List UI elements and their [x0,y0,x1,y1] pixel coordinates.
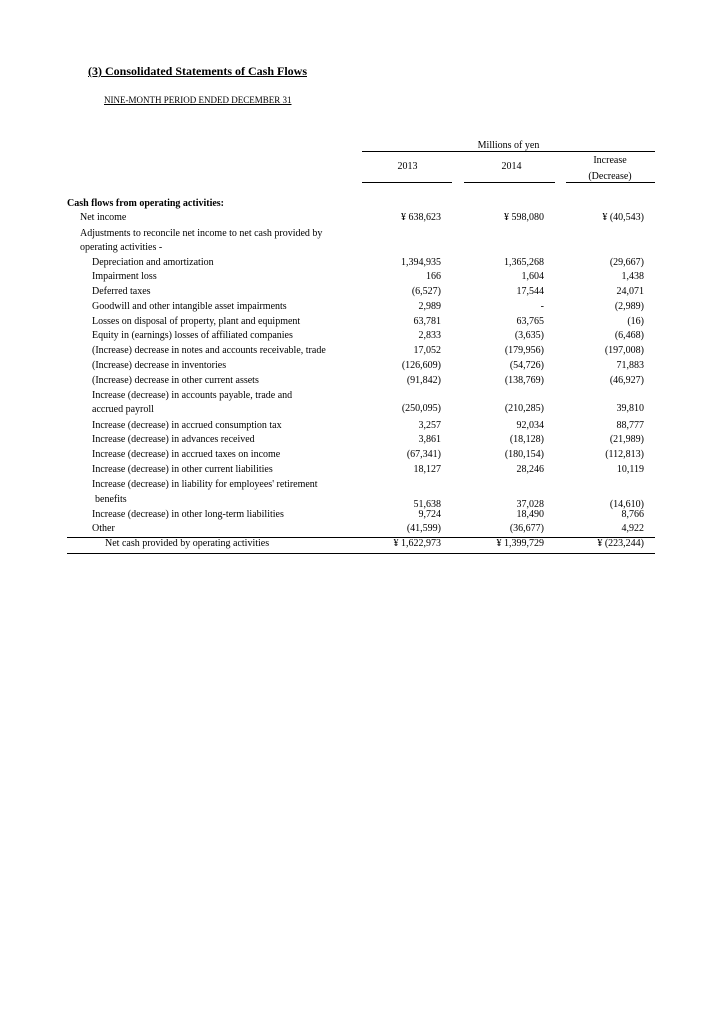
row-label: Equity in (earnings) losses of affiliated companies [92,330,293,341]
value-change: 71,883 [616,360,644,371]
col-header-2014: 2014 [501,161,522,172]
value-change: (2,989) [614,301,644,312]
row-label: Increase (decrease) in accounts payable, trade and [92,390,293,401]
section-title: Cash flows from operating activities: [67,198,225,209]
value-2014: (180,154) [504,449,544,460]
header-rule-change [566,182,655,183]
value-2013: 63,781 [413,316,441,327]
value-2013: 3,861 [418,434,441,445]
value-2014: - [540,301,544,312]
row-label: Other [92,523,115,534]
value-change: (21,989) [609,434,644,445]
value-change: 88,777 [616,420,644,431]
col-header-change [570,153,650,185]
value-change: ¥ (40,543) [602,212,644,223]
value-2013: 2,833 [418,330,441,341]
value-2014: (18,128) [509,434,544,445]
value-2014: (210,285) [504,403,544,414]
row-label: Increase (decrease) in other long-term liabilities [92,509,284,520]
value-change: 24,071 [616,286,644,297]
value-2013: 9,724 [418,509,441,520]
value-2014: ¥ 1,399,729 [496,538,544,549]
value-change: 1,438 [621,271,644,282]
row-label: Adjustments to reconcile net income to net cash provided by [80,228,323,239]
row-label: benefits [95,494,127,505]
value-2013: 166 [426,271,441,282]
total-rule-top [67,537,655,538]
col-header-change-line1: Increase [593,155,627,166]
value-2013: 1,394,935 [401,257,441,268]
value-2013: 17,052 [413,345,441,356]
row-label: (Increase) decrease in other current assets [92,375,259,386]
value-2014: ¥ 598,080 [504,212,544,223]
value-2014: 92,034 [516,420,544,431]
value-2013: (250,095) [401,403,441,414]
value-2013: (126,609) [401,360,441,371]
value-2014: 1,604 [521,271,544,282]
total-rule-bottom [67,553,655,554]
value-2013: 2,989 [418,301,441,312]
value-2013: 18,127 [413,464,441,475]
value-2013: 51,638 [413,499,441,510]
value-2014: 18,490 [516,509,544,520]
header-rule-2014 [464,182,555,183]
row-label: Impairment loss [92,271,157,282]
value-change: (14,610) [609,499,644,510]
value-2013: (67,341) [406,449,441,460]
value-2013: (6,527) [411,286,441,297]
value-change: (6,468) [614,330,644,341]
row-label: operating activities - [80,242,163,253]
row-label: Increase (decrease) in liability for employees' retirement [92,479,318,490]
row-label: Losses on disposal of property, plant and equipment [92,316,301,327]
value-2013: (91,842) [406,375,441,386]
value-change: (16) [627,316,644,327]
header-rule-2013 [362,182,452,183]
row-label: Net cash provided by operating activities [105,538,270,549]
value-2014: 28,246 [516,464,544,475]
value-2014: 1,365,268 [504,257,544,268]
value-change: 10,119 [616,464,644,475]
value-2014: 63,765 [516,316,544,327]
value-change: 4,922 [621,523,644,534]
value-change: (112,813) [605,449,644,460]
value-2014: (54,726) [509,360,544,371]
value-2013: 3,257 [418,420,441,431]
value-change: (29,667) [609,257,644,268]
header-rule-top [362,151,655,152]
period-subtitle: NINE-MONTH PERIOD ENDED DECEMBER 31 [104,95,292,105]
row-label: Increase (decrease) in accrued consumption tax [92,420,282,431]
row-label: (Increase) decrease in inventories [92,360,227,371]
row-label: accrued payroll [92,404,154,415]
value-2014: (138,769) [504,375,544,386]
value-2014: (3,635) [514,330,544,341]
row-label: Depreciation and amortization [92,257,214,268]
value-change: 39,810 [616,403,644,414]
row-label: Goodwill and other intangible asset impairments [92,301,287,312]
value-2013: ¥ 638,623 [401,212,441,223]
value-change: (46,927) [609,375,644,386]
col-header-2013: 2013 [397,161,418,172]
value-change: ¥ (223,244) [597,538,644,549]
value-change: 8,766 [621,509,644,520]
value-2013: ¥ 1,622,973 [393,538,441,549]
col-header-change-line2: (Decrease) [588,171,632,182]
value-2014: (179,956) [504,345,544,356]
value-change: (197,008) [604,345,644,356]
unit-label: Millions of yen [477,140,540,151]
statement-title: (3) Consolidated Statements of Cash Flows [88,64,307,78]
value-2014: (36,677) [509,523,544,534]
value-2014: 17,544 [516,286,544,297]
value-2013: (41,599) [406,523,441,534]
row-label: (Increase) decrease in notes and accounts receivable, trade [92,345,326,356]
row-label: Increase (decrease) in advances received [92,434,255,445]
value-2014: 37,028 [516,499,544,510]
row-label: Increase (decrease) in other current liabilities [92,464,273,475]
row-label: Deferred taxes [92,286,151,297]
row-label: Increase (decrease) in accrued taxes on income [92,449,281,460]
row-label: Net income [80,212,127,223]
